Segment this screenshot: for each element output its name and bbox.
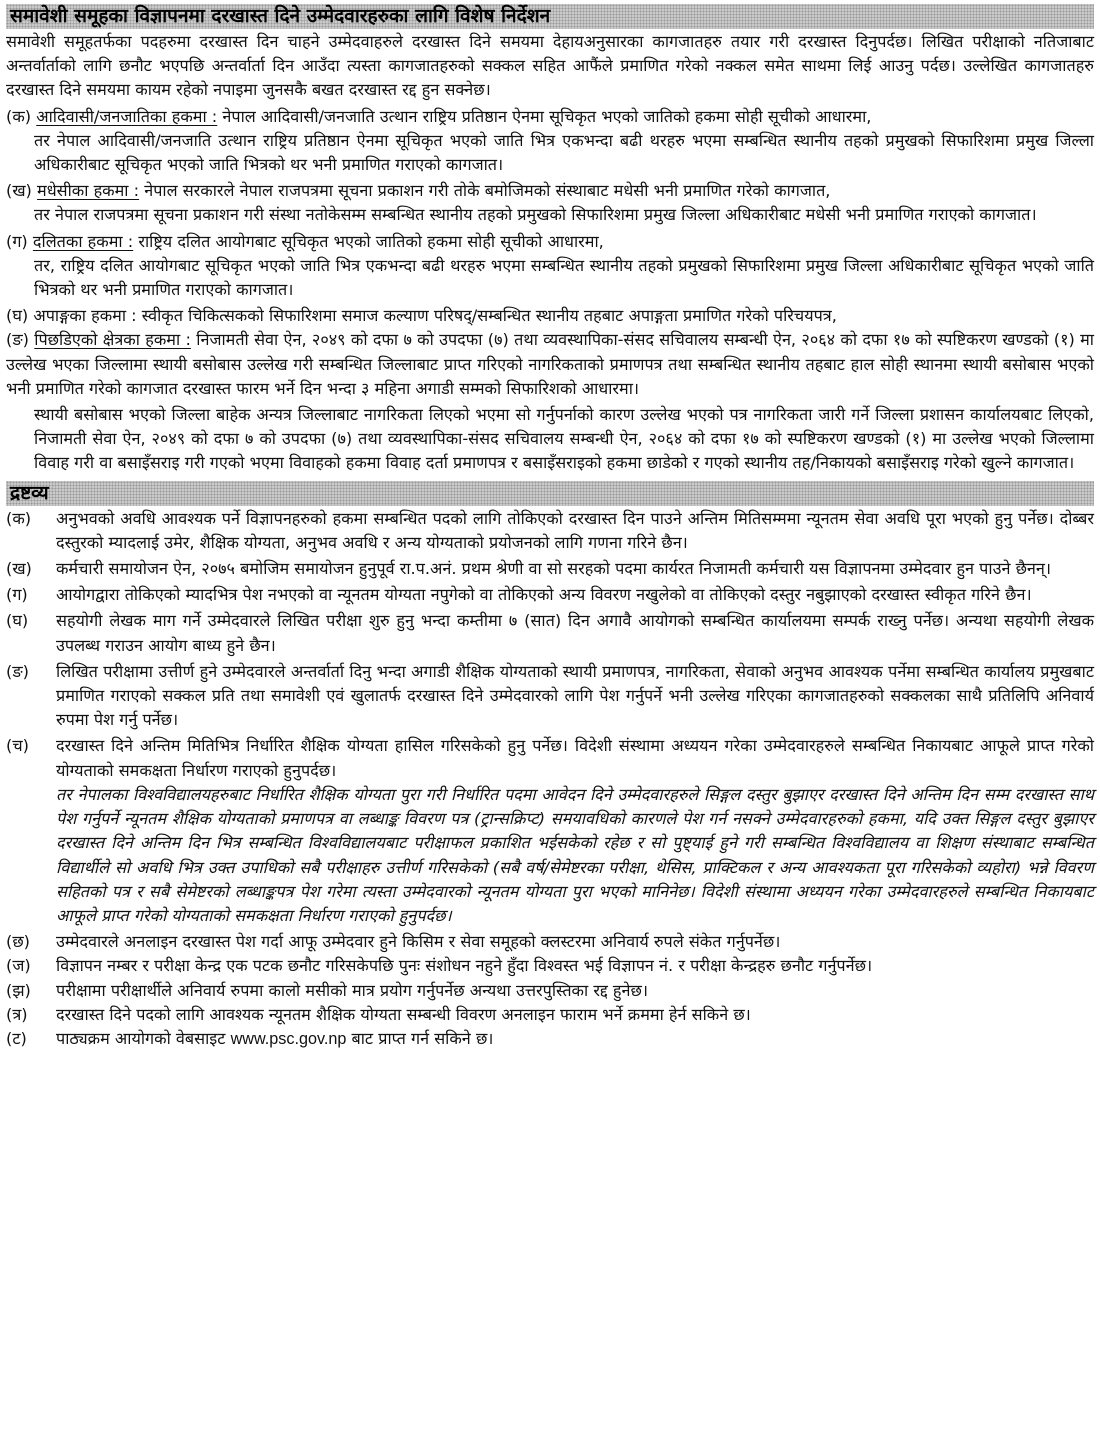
item-body bbox=[56, 734, 1094, 928]
item-marker: (ज) bbox=[6, 956, 31, 976]
item-marker: (क) bbox=[6, 508, 32, 528]
note-item-ka bbox=[6, 507, 1094, 555]
item-continuation: स्थायी बसोबास भएको जिल्ला बाहेक अन्यत्र जिल्लाबाट नागरिकता लिएको भएमा सो गर्नुपर्नाको कारण उल्लेख भएको पत्र नागरिकता जारी गर्ने जिल्ला प्रशासन कार्यालयबाट लिएको, निजामती सेवा ऐन, २०४९ को दफा ७ को उपदफा (७) तथा व्यवस्थापिका-संसद सचिवालय सम्बन्धी ऐन, २०६४ को दफा १७ को स्पष्टिकरण खण्डको (१) मा उल्लेख भएको जिल्लामा विवाह गरी वा बसाइँसराइ गरी गएको भएमा विवाहको हकमा विवाह दर्ता प्रमाणपत्र र बसाइँसराइको हकमा छाडेको र गएको स्थानीय तह/निकायको बसाइँसराइ गरेको खुल्ने कागजात। bbox=[34, 405, 1094, 473]
item-marker: (ट) bbox=[6, 1028, 27, 1048]
item-first-line bbox=[6, 304, 1094, 328]
note-item-chha bbox=[6, 930, 1094, 954]
item-marker: (त्र) bbox=[6, 1004, 28, 1024]
item-marker: (ख) bbox=[6, 181, 32, 201]
item-marker: (घ) bbox=[6, 611, 29, 631]
item-title: दलितका हकमा : bbox=[32, 231, 134, 251]
list-item bbox=[6, 179, 1094, 227]
item-text: नेपाल सरकारले नेपाल राजपत्रमा सूचना प्रकाशन गरी तोके बमोजिमको संस्थाबाट मधेसी भनी प्रमाणित गरेको कागजात, bbox=[144, 181, 831, 201]
heading-text: द्रष्टव्य bbox=[10, 481, 49, 504]
note-item-ga bbox=[6, 583, 1094, 607]
note-item-ta bbox=[6, 1027, 1094, 1051]
item-text: लिखित परीक्षामा उत्तीर्ण हुने उम्मेदवारले अन्तर्वार्ता दिनु भन्दा अगाडी शैक्षिक योग्यताको स्थायी प्रमाणपत्र, नागरिकता, सेवाको अनुभव आवश्यक पर्नेमा सम्बन्धित कार्यालय प्रमुखबाट प्रमाणित गराएको सक्कल प्रति तथा समावेशी एवं खुलातर्फ दरखास्त दिने उम्मेदवारको लागि पेश गर्नुपर्ने भनी उल्लेख गरिएका कागजातहरुको सक्कलका साथै प्रतिलिपि अनिवार्य रुपमा पेश गर्नु पर्नेछ। bbox=[56, 661, 1094, 730]
item-continuation: तर, राष्ट्रिय दलित आयोगबाट सूचिकृत भएको जाति भित्र एकभन्दा बढी थरहरु भएमा सम्बन्धित स्थानीय तहको प्रमुखको सिफारिशमा प्रमुख जिल्ला अधिकारीबाट सूचिकृत भएको जाति भित्रको थर भनी प्रमाणित गराएको कागजात। bbox=[34, 255, 1094, 300]
item-text: राष्ट्रिय दलित आयोगबाट सूचिकृत भएको जातिको हकमा सोही सूचीको आधारमा, bbox=[138, 231, 604, 251]
item-marker: (ङ) bbox=[6, 330, 29, 350]
list-item bbox=[6, 105, 1094, 178]
item-text-before: पाठ्यक्रम आयोगको वेबसाइट bbox=[56, 1028, 226, 1048]
item-body bbox=[56, 1027, 1094, 1051]
note-item-tra bbox=[6, 1003, 1094, 1027]
item-first-line bbox=[6, 230, 1094, 254]
note-item-cha bbox=[6, 734, 1094, 928]
item-continuation: तर नेपाल आदिवासी/जनजाति उत्थान राष्ट्रिय प्रतिष्ठान ऐनमा सूचिकृत भएको जाति भित्र एकभन्दा बढी थरहरु भएमा सम्बन्धित स्थानीय तहको प्रमुखको सिफारिशमा प्रमुख जिल्ला अधिकारीबाट सूचिकृत भएको जाति भित्रको थर भनी प्रमाणित गराएको कागजात। bbox=[34, 130, 1094, 175]
list-item bbox=[6, 304, 1094, 328]
list-item bbox=[6, 328, 1094, 475]
item-text: स्वीकृत चिकित्सकको सिफारिशमा समाज कल्याण परिषद्/सम्बन्धित स्थानीय तहबाट अपाङ्गता प्रमाणित गरेको परिचयपत्र, bbox=[141, 306, 837, 326]
item-title: मधेसीका हकमा : bbox=[37, 181, 140, 201]
heading-text: समावेशी समूहका विज्ञापनमा दरखास्त दिने उम्मेदवारहरुका लागि विशेष निर्देशन bbox=[10, 5, 551, 27]
note-item-gha bbox=[6, 609, 1094, 657]
item-first-line bbox=[6, 179, 1094, 203]
item-marker: (झ) bbox=[6, 980, 31, 1000]
item-text: कर्मचारी समायोजन ऐन, २०७५ बमोजिम समायोजन हुनुपूर्व रा.प.अनं. प्रथम श्रेणी वा सो सरहको पदमा कार्यरत निजामती कर्मचारी यस विज्ञापनमा उम्मेदवार हुन पाउने छैनन्। bbox=[56, 559, 1052, 579]
item-marker: (छ) bbox=[6, 932, 30, 952]
item-first-line bbox=[6, 328, 1094, 401]
item-text: अनुभवको अवधि आवश्यक पर्ने विज्ञापनहरुको हकमा सम्बन्धित पदको लागि तोकिएको दरखास्त दिन पाउने अन्तिम मितिसम्ममा न्यूनतम सेवा अवधि पूरा भएको हुनु पर्नेछ। दोब्बर दस्तुरको म्यादलाई उमेर, शैक्षिक योग्यता, अनुभव अवधि र अन्य योग्यताको प्रयोजनको लागि गणना गरिने छैन। bbox=[56, 508, 1094, 552]
item-marker: (घ) bbox=[6, 306, 29, 326]
note-item-jha bbox=[6, 979, 1094, 1003]
item-text: परीक्षामा परीक्षार्थीले अनिवार्य रुपमा कालो मसीको मात्र प्रयोग गर्नुपर्नेछ अन्यथा उत्तरपुस्तिका रद्द हुनेछ। bbox=[56, 980, 648, 1000]
item-title: आदिवासी/जनजातिका हकमा : bbox=[36, 106, 218, 126]
item-marker: (ङ) bbox=[6, 661, 29, 681]
item-text: दरखास्त दिने पदको लागि आवश्यक न्यूनतम शैक्षिक योग्यता सम्बन्धी विवरण अनलाइन फाराम भर्ने क्रममा हेर्न सकिने छ। bbox=[56, 1004, 751, 1024]
item-marker: (ख) bbox=[6, 559, 32, 579]
website-link[interactable]: www.psc.gov.np bbox=[230, 1029, 347, 1048]
item-title: अपाङ्गका हकमा : bbox=[33, 306, 137, 326]
item-marker: (क) bbox=[6, 106, 32, 126]
item-text-after: बाट प्राप्त गर्न सकिने छ। bbox=[351, 1028, 494, 1048]
item-title: पिछडिएको क्षेत्रका हकमा : bbox=[34, 330, 191, 350]
item-first-line bbox=[6, 105, 1094, 129]
item-text: आयोगद्वारा तोकिएको म्यादभित्र पेश नभएको वा न्यूनतम योग्यता नपुगेको वा तोकिएको अन्य विवरण नखुलेको वा तोकिएको दस्तुर नबुझाएको दरखास्त स्वीकृत गरिने छैन। bbox=[56, 585, 1032, 605]
item-marker: (ग) bbox=[6, 231, 28, 251]
section-heading-notes bbox=[6, 481, 1094, 506]
item-marker: (च) bbox=[6, 736, 29, 756]
item-text: सहयोगी लेखक माग गर्ने उम्मेदवारले लिखित परीक्षा शुरु हुनु भन्दा कम्तीमा ७ (सात) दिन अगावै आयोगको सम्बन्धित कार्यालयमा सम्पर्क राख्नु पर्नेछ। अन्यथा सहयोगी लेखक उपलब्ध गराउन आयोग बाध्य हुने छैन। bbox=[56, 611, 1094, 655]
item-text: निजामती सेवा ऐन, २०४९ को दफा ७ को उपदफा (७) तथा व्यवस्थापिका-संसद सचिवालय सम्बन्धी ऐन, २०६४ को दफा १७ को स्पष्टिकरण खण्डको (१) मा उल्लेख भएका जिल्लामा स्थायी बसोबास उल्लेख गरी सम्बन्धित जिल्लाबाट प्राप्त गरिएको नागरिकताको प्रमाणपत्र तथा सम्बन्धित स्थानीय तहबाट हाल सोही स्थानमा स्थायी बसोबास भएको भनी प्रमाणित गरेको कागजात दरखास्त फारम भर्ने दिन भन्दा ३ महिना अगाडी सम्मको सिफारिशको आधारमा। bbox=[6, 330, 1095, 398]
item-text: नेपाल आदिवासी/जनजाति उत्थान राष्ट्रिय प्रतिष्ठान ऐनमा सूचिकृत भएको जातिको हकमा सोही सूचीको आधारमा, bbox=[222, 106, 872, 126]
list-item bbox=[6, 230, 1094, 303]
item-text: उम्मेदवारले अनलाइन दरखास्त पेश गर्दा आफू उम्मेदवार हुने किसिम र सेवा समूहको क्लस्टरमा अनिवार्य रुपले संकेत गर्नुपर्नेछ। bbox=[56, 932, 781, 952]
note-item-kha bbox=[6, 557, 1094, 581]
section-heading-special-instructions bbox=[6, 4, 1094, 29]
note-item-ja bbox=[6, 954, 1094, 978]
note-item-nga bbox=[6, 660, 1094, 733]
item-marker: (ग) bbox=[6, 585, 28, 605]
item-continuation: तर नेपाल राजपत्रमा सूचना प्रकाशन गरी संस्था नतोकेसम्म सम्बन्धित स्थानीय तहको प्रमुखको सिफारिशमा प्रमुख जिल्ला अधिकारीबाट मधेसी भनी प्रमाणित गराएको कागजात। bbox=[34, 205, 1037, 225]
item-proviso: तर नेपालका विश्वविद्यालयहरुबाट निर्धारित शैक्षिक योग्यता पुरा गरी निर्धारित पदमा आवेदन दिने उम्मेदवारहरुले सिङ्गल दस्तुर बुझाएर दरखास्त दिने अन्तिम दिन सम्म दरखास्त साथ पेश गर्नुपर्ने न्यूनतम शैक्षिक योग्यताको प्रमाणपत्र वा लब्धाङ्क विवरण पत्र (ट्रान्सक्रिप्ट) समयावधिको कारणले पेश गर्न नसक्ने उम्मेदवारहरुको हकमा, यदि उक्त सिङ्गल दस्तुर बुझाएर दरखास्त दिने अन्तिम दिन भित्र सम्बन्धित विश्वविद्यालयबाट परीक्षाफल प्रकाशित भईसकेको रहेछ र सो पुष्ट्याई हुने गरी सम्बन्धित विश्वविद्यालय वा शिक्षण संस्थाबाट सम्बन्धित विद्यार्थीले सो अवधि भित्र उक्त उपाधिको सबै परीक्षाहरु उत्तीर्ण गरिसकेको (सबै वर्ष/सेमेष्टरका परीक्षा, थेसिस, प्राक्टिकल र अन्य आवश्यकता पूरा गरिसकेको व्यहोरा) भन्ने विवरण सहितको पत्र र सबै सेमेष्टरको लब्धाङ्कपत्र पेश गरेमा त्यस्ता उम्मेदवारको न्यूनतम योग्यता पुरा भएको मानिनेछ। विदेशी संस्थामा अध्ययन गरेका उम्मेदवारहरुले सम्बन्धित निकायबाट आफूले प्राप्त गरेको योग्यताको समकक्षता निर्धारण गराएको हुनुपर्दछ। bbox=[56, 784, 1094, 925]
item-text: विज्ञापन नम्बर र परीक्षा केन्द्र एक पटक छनौट गरिसकेपछि पुनः संशोधन नहुने हुँदा विश्वस्त भई विज्ञापन नं. र परीक्षा केन्द्रहरु छनौट गर्नुपर्नेछ। bbox=[56, 956, 873, 976]
item-text: दरखास्त दिने अन्तिम मितिभित्र निर्धारित शैक्षिक योग्यता हासिल गरिसकेको हुनु पर्नेछ। विदेशी संस्थामा अध्ययन गरेका उम्मेदवारहरुले सम्बन्धित निकायबाट आफूले प्राप्त गरेको योग्यताको समकक्षता निर्धारण गराएको हुनुपर्दछ। bbox=[56, 736, 1094, 780]
intro-paragraph: समावेशी समूहतर्फका पदहरुमा दरखास्त दिन चाहने उम्मेदवाहरुले दरखास्त दिने समयमा देहायअनुसारका कागजातहरु तयार गरी दरखास्त दिनुपर्दछ। लिखित परीक्षाको नतिजाबाट अन्तर्वार्ताको लागि छनौट भएपछि अन्तर्वार्ता दिन आउँदा त्यस्ता कागजातहरुको सक्कल सहित आफैंले प्रमाणित गरेको नक्कल समेत साथमा लिई आउनु पर्दछ। उल्लेखित कागजातहरु दरखास्त दिने समयमा कायम रहेको नपाइमा जुनसकै बखत दरखास्त रद्द हुन सक्नेछ। bbox=[6, 32, 1094, 100]
